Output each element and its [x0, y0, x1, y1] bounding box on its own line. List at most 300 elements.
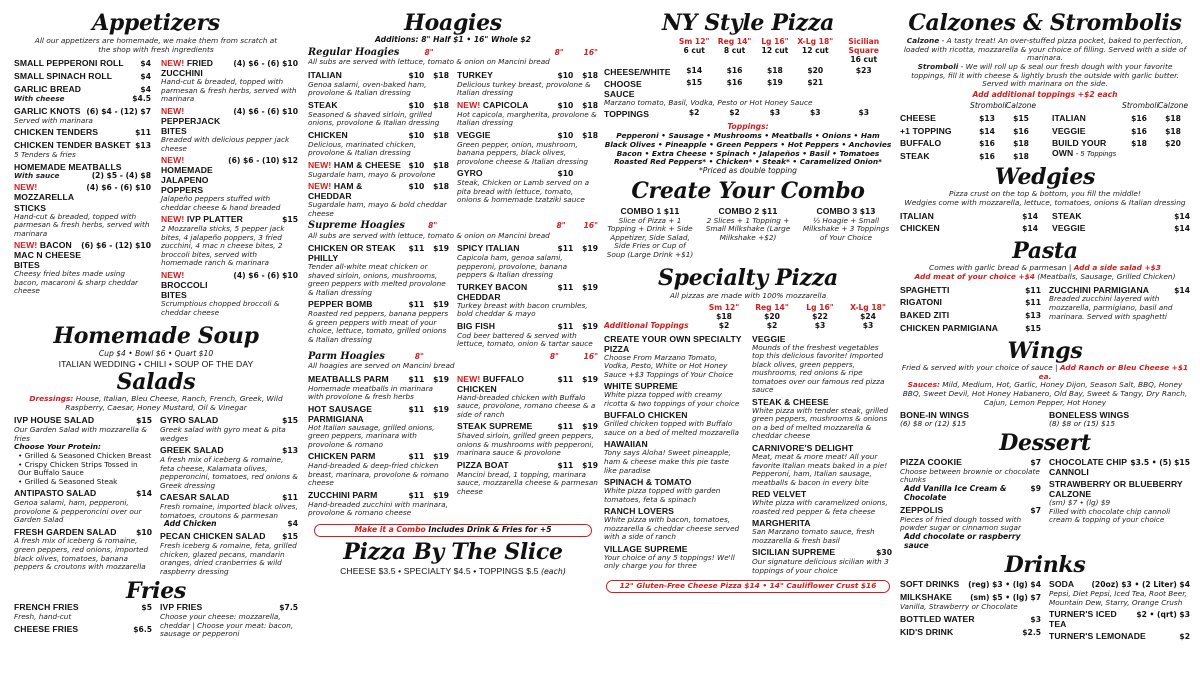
pasta-item — [900, 323, 1041, 334]
item-price: $2 — [1179, 632, 1190, 642]
appetizer-item — [14, 240, 151, 296]
item-desc: Our signature delicious sicilian with 3 toppings of your choice — [752, 557, 889, 575]
item-header — [900, 505, 1041, 516]
item-prices — [408, 406, 449, 415]
column-3 — [604, 4, 892, 673]
price-large: $19 — [433, 490, 449, 500]
appetizer-item — [14, 140, 151, 159]
item-desc: Jalapeño peppers stuffed with cheddar cheese & hand breaded — [161, 194, 281, 212]
hoagie-list-right — [457, 70, 598, 220]
item-header — [900, 223, 1038, 234]
item-name: GARLIC KNOTS — [14, 105, 81, 116]
hoagie-section-header — [308, 220, 598, 231]
specialty-size: Sm 12" — [708, 302, 740, 312]
hoagie-section-title: Regular Hoagies — [308, 46, 400, 58]
item-name: CAPICOLA — [482, 99, 529, 110]
column-2 — [308, 4, 598, 673]
item-name-wrap — [308, 404, 408, 424]
ny-price: $14 — [686, 65, 703, 75]
ny-row-name: CHOOSE SAUCE — [604, 78, 642, 99]
calzone-price-calzone: $18 — [1013, 152, 1029, 162]
item-name-wrap — [14, 58, 124, 68]
salad-list-right — [160, 415, 298, 578]
item-header — [900, 614, 1041, 625]
item-desc: Mancini bread, 1 topping, marinara sauce, mozzarella cheese & parmesan cheese — [457, 469, 598, 496]
item-header — [1049, 609, 1190, 629]
price-small: $10 — [408, 70, 425, 80]
price-large: $18 — [433, 100, 449, 110]
item-price: (6) $6 - (10) $12 — [228, 156, 298, 166]
item-name: BROCCOLI BITES — [161, 280, 208, 301]
appetizer-item — [14, 106, 151, 125]
item-name: CAESAR SALAD — [160, 492, 230, 503]
specialty-item — [604, 334, 744, 380]
item-name-wrap — [308, 299, 373, 309]
ny-price: $16 — [726, 65, 743, 75]
wedgies-grid — [900, 211, 1190, 237]
appetizer-item — [14, 127, 151, 138]
specialty-base-price: $24 — [860, 311, 876, 321]
hoagie-item — [308, 181, 449, 218]
fries-item — [14, 602, 152, 621]
item-desc: Shaved sirloin, grilled green peppers, onions & mushrooms with pepperoni, marinara sauce & provolone — [457, 431, 594, 458]
calzone-col-stromboli: Stromboli — [1122, 100, 1159, 110]
specialty-add-price: $2 — [718, 320, 730, 330]
item-name-wrap — [457, 168, 483, 178]
pasta-intro-b: Add a side salad +$3 — [1073, 263, 1161, 273]
drink-item — [900, 592, 1041, 611]
wings-title: Wings — [1007, 338, 1083, 365]
item-name: GYRO — [457, 168, 483, 179]
appetizers-title: Appetizers — [92, 10, 220, 36]
item-name: BOTTLED WATER — [900, 613, 975, 624]
item-desc: Hand-cut & breaded, topped with parmesan & fresh herbs, served with marinara — [14, 211, 150, 238]
item-name-wrap — [900, 592, 952, 602]
salad-item — [160, 531, 298, 576]
calzone-row — [1052, 126, 1190, 137]
item-desc: Cod beer battered & served with lettuce, tomato, onion & tartar sauce — [457, 330, 593, 349]
ny-size-cut: 6 cut — [683, 45, 705, 55]
item-header — [308, 374, 449, 385]
price-small: $11 — [557, 321, 574, 331]
item-header — [14, 240, 151, 270]
ny-price: $23 — [855, 65, 872, 75]
price-small: $10 — [408, 182, 425, 192]
hoagie-section-note: All hoagies are served on Mancini bread — [308, 361, 455, 371]
wedgie-item — [900, 223, 1038, 234]
salad-item — [14, 527, 152, 572]
item-price: $4 — [140, 85, 151, 95]
item-price: $13 — [135, 141, 151, 151]
salad-item — [160, 415, 298, 443]
salads-title: Salads — [116, 369, 196, 396]
hoagie-section-note: All subs are served with lettuce, tomato & onion on Mancini bread — [308, 230, 550, 240]
price-large: $18 — [433, 160, 449, 170]
calzone-name: STEAK — [900, 151, 930, 162]
pasta-item — [900, 310, 1041, 321]
item-price: $3.5 • (5) $15 — [1130, 458, 1190, 468]
wedgies-intro-2: Wedgies come with mozzarella, lettuce, tomatoes, onions & Italian dressing — [904, 197, 1186, 207]
hoagie-item — [457, 130, 598, 166]
wings-name: BONELESS WINGS — [1049, 410, 1130, 421]
item-name-wrap — [161, 214, 243, 224]
item-desc: Grilled chicken topped with Buffalo sauce on a bed of melted mozzarella — [604, 419, 739, 437]
price-large: $19 — [433, 244, 449, 254]
item-prices — [557, 284, 598, 293]
calzone-price-calzone: $18 — [1165, 113, 1181, 123]
specialty-item — [752, 518, 892, 545]
item-desc: Tony says Aloha! Sweet pineapple, ham & cheese make this pie taste like paradise — [604, 448, 731, 475]
appetizer-item — [161, 155, 298, 212]
cal-corner — [1052, 102, 1122, 111]
calzone-price-stromboli: $16 — [979, 152, 995, 162]
ny-size-label — [795, 38, 835, 65]
combo-price: $11 — [663, 206, 680, 216]
new-badge: NEW! — [14, 182, 38, 193]
item-desc: With cheese — [14, 93, 65, 103]
calzone-price-stromboli: $16 — [979, 139, 995, 149]
item-name: GREEK SALAD — [160, 445, 224, 456]
item-price: $15 — [282, 532, 298, 542]
item-desc: Fresh iceberg & romaine, feta, grilled chicken, glazed pecans, mandarin oranges, dried cranberries & wild raspberry dressing — [160, 541, 297, 576]
appetizer-item — [14, 84, 151, 104]
item-name-wrap — [1052, 211, 1082, 221]
item-name: IVP PLATTER — [186, 214, 243, 225]
item-name-wrap — [752, 547, 835, 557]
toppings-line: Pepperoni • Sausage • Mushrooms • Meatballs • Onions • Ham — [616, 131, 880, 141]
ny-price: $16 — [726, 77, 743, 87]
item-price: $10 — [136, 527, 152, 537]
protein-option: • Grilled & Seasoned Steak — [18, 476, 118, 486]
item-header — [161, 270, 298, 300]
price-large: $19 — [582, 282, 598, 292]
pasta-list-right — [1049, 285, 1190, 337]
new-badge: NEW! — [161, 58, 185, 69]
wings-prices: (6) $8 or (12) $15 — [900, 419, 967, 429]
specialty-base-price: $22 — [812, 311, 828, 321]
calzone-col-calzone: Calzone — [1157, 100, 1189, 110]
item-name: FRIED ZUCCHINI — [161, 58, 214, 79]
item-name: MARGHERITA — [752, 518, 811, 529]
item-price: (20oz) $3 • (2 Liter) $4 — [1091, 580, 1190, 590]
item-name: SOFT DRINKS — [900, 579, 960, 590]
specialty-item — [752, 489, 892, 516]
combo-price: $13 — [859, 206, 876, 216]
ny-price — [835, 79, 892, 99]
fries-title: Fries — [125, 578, 187, 605]
pasta-price: $14 — [1174, 285, 1190, 295]
price-small: $10 — [557, 100, 574, 110]
price-large: $18 — [433, 70, 449, 80]
calzone-name-wrap — [1052, 138, 1122, 158]
pasta-intro-2 — [900, 273, 1190, 282]
item-name-wrap — [1052, 223, 1086, 233]
item-name-wrap — [900, 505, 943, 515]
item-name: SPAGHETTI — [900, 284, 950, 295]
salad-left-items — [14, 488, 152, 571]
item-name-wrap — [457, 282, 557, 302]
item-price: $11 — [1025, 298, 1041, 308]
calzone-row — [1052, 113, 1190, 124]
specialty-item — [752, 443, 892, 487]
item-desc-price: (2) $5 - (4) $8 — [91, 170, 151, 180]
item-price: $14 — [136, 489, 152, 499]
item-header — [457, 374, 598, 394]
item-name-wrap — [308, 243, 408, 263]
item-name: HAM & CHEESE — [333, 159, 401, 170]
item-desc: Choose From Marzano Tomato, Vodka, Pesto, White or Hot Honey Sauce +$3 Toppings of Your Choice — [604, 352, 734, 379]
protein-option: • Crispy Chicken Strips Tossed in Our Buffalo Sauce — [18, 459, 138, 478]
appetizer-item — [161, 58, 298, 104]
hoagies-title: Hoagies — [404, 10, 502, 36]
dessert-extra — [900, 533, 1041, 551]
hoagie-item — [457, 168, 598, 204]
item-prices — [557, 245, 598, 254]
new-badge: NEW! — [308, 159, 332, 170]
item-price: $30 — [876, 548, 892, 558]
calzone-name: CHEESE — [900, 112, 936, 123]
stromboli-desc — [900, 63, 1190, 89]
specialty-add-price: $2 — [766, 320, 778, 330]
calzone-row — [900, 126, 1038, 137]
item-header — [604, 334, 744, 354]
specialty-add-price: $3 — [814, 320, 826, 330]
price-large: $19 — [582, 244, 598, 254]
item-name: TURKEY BACON CHEDDAR — [457, 281, 528, 302]
item-price: $11 — [282, 493, 298, 503]
calzone-name-wrap — [900, 113, 970, 123]
item-price: $4 — [140, 72, 151, 82]
ny-size-header — [604, 38, 892, 65]
dessert-extra-price: $9 — [1030, 483, 1041, 493]
item-desc: White pizza with bacon, tomatoes, mozzarella & cheddar cheese served with a side of ranch — [604, 515, 740, 542]
item-price: (4) $6 - (6) $10 — [233, 107, 298, 116]
price-small: $10 — [408, 160, 425, 170]
stromboli-label: Stromboli — [917, 61, 959, 71]
ny-size-name: Reg 14" — [717, 37, 752, 46]
hoagie-list-right — [457, 243, 598, 351]
dessert-item — [900, 505, 1041, 551]
calzone-add-note: Add additional toppings +$2 each — [972, 89, 1118, 99]
appetizer-item — [14, 71, 151, 82]
item-desc: Cheesy fried bites made using bacon, macaroni & sharp cheddar cheese — [14, 269, 139, 296]
item-price: (sm) $5 • (lg) $7 — [970, 593, 1041, 603]
toppings-list — [604, 132, 892, 167]
ny-row-name: CHEESE/WHITE — [604, 66, 671, 77]
item-header — [14, 71, 151, 82]
item-name-wrap — [900, 310, 949, 320]
soup-prices: Cup $4 • Bowl $6 • Quart $10 — [98, 349, 214, 359]
item-name-wrap — [900, 457, 962, 467]
item-name: BACON MAC N CHEESE BITES — [14, 240, 82, 271]
item-name-wrap — [308, 181, 408, 201]
wedgie-item — [1052, 211, 1190, 222]
hoagie-grid — [308, 70, 598, 220]
item-price: $15 — [1025, 324, 1041, 334]
item-name: WHITE SUPREME — [604, 381, 678, 392]
item-name: CHICKEN — [308, 129, 348, 140]
toppings-line: Roasted Red Peppers* • Chicken* • Steak* • Caramelized Onion* — [613, 157, 883, 167]
combo-list — [604, 206, 892, 260]
item-name-wrap — [308, 100, 338, 110]
drink-item — [1049, 579, 1190, 607]
size-8: 8" — [556, 221, 566, 231]
salad-dressings — [20, 395, 292, 412]
item-price: $7 — [1030, 458, 1041, 468]
ny-size-cut: 8 cut — [723, 45, 746, 55]
price-large: $19 — [433, 374, 449, 384]
specialty-add-price: $3 — [862, 320, 874, 330]
combo-desc: 2 Slices + 1 Topping + Small Milkshake (Large Milkshake +$2) — [705, 215, 791, 242]
dessert-item — [1049, 479, 1190, 525]
item-name-wrap — [14, 488, 96, 498]
item-desc: 5 Tenders & fries — [14, 149, 76, 159]
new-badge: NEW! — [457, 99, 481, 110]
calzone-price-calzone: $18 — [1013, 139, 1029, 149]
appetizer-list-right — [161, 58, 298, 319]
price-small: $10 — [408, 130, 425, 140]
ny-size-name: Sicilian Square — [848, 37, 880, 55]
item-name: SPICY ITALIAN — [457, 243, 520, 254]
item-name-wrap — [308, 451, 375, 461]
item-header — [161, 106, 298, 136]
price-small: $10 — [557, 70, 574, 80]
item-name: TURKEY — [457, 69, 493, 80]
hoagie-item — [308, 404, 449, 450]
combo-name: COMBO 1 — [620, 205, 662, 216]
calzone-price-stromboli: $16 — [1131, 126, 1147, 136]
toppings-line: Bacon • Extra Cheese • Spinach • Jalapeños • Basil • Tomatoes — [616, 148, 880, 158]
item-desc-row — [14, 172, 151, 181]
price-small: $11 — [408, 404, 425, 414]
item-name: CHICKEN PARM — [308, 451, 376, 462]
item-header — [1049, 479, 1190, 499]
slice-title: Pizza By The Slice — [343, 538, 563, 565]
combo-header — [604, 206, 696, 217]
hoagie-item — [308, 70, 449, 98]
specialty-grid — [604, 334, 892, 578]
fries-item — [14, 624, 152, 635]
dessert-item — [900, 457, 1041, 503]
item-price: (4) $6 - (6) $10 — [233, 270, 298, 280]
item-desc: Hot capicola, margherita, provolone & Italian dressing — [457, 109, 597, 128]
toppings-title: Toppings: — [727, 122, 769, 132]
calzone-grid — [900, 102, 1190, 162]
item-desc: Sugardale ham, mayo & provolone — [308, 169, 436, 179]
combo-item — [604, 206, 696, 260]
toppings-line: Black Olives • Pineapple • Green Peppers • Hot Peppers • Anchovies — [604, 139, 892, 149]
item-price: $11 — [1025, 285, 1041, 295]
price-large: $19 — [433, 404, 449, 414]
item-desc: Pieces of fried dough tossed with powder sugar or cinnamon sugar — [900, 514, 1022, 533]
ny-price: $3 — [810, 108, 821, 118]
item-name-wrap — [160, 531, 266, 541]
price-small: $11 — [408, 374, 425, 384]
specialty-item — [604, 506, 744, 542]
wings-intro — [900, 364, 1190, 381]
item-name: CREATE YOUR OWN SPECIALTY PIZZA — [604, 333, 742, 354]
price-large: $19 — [433, 300, 449, 310]
item-name: STEAK SUPREME — [457, 421, 533, 432]
cal-corner — [900, 102, 970, 111]
specialty-size: Reg 14" — [755, 302, 789, 312]
calzone-col-header — [1052, 102, 1190, 111]
item-name: RED VELVET — [752, 489, 807, 500]
calzone-price-calzone: $15 — [1013, 113, 1029, 123]
price-large: $18 — [433, 182, 449, 192]
calzone-price-calzone: $16 — [1013, 126, 1029, 136]
hoagie-item — [457, 421, 598, 457]
combo-desc: ½ Hoagie + Small Milkshake + 3 Toppings of Your Choice — [802, 215, 890, 242]
specialty-item — [752, 547, 892, 575]
item-header — [900, 310, 1041, 321]
size-16: 16" — [583, 47, 598, 57]
specialty-base-price: $18 — [716, 311, 732, 321]
item-desc: Fresh, hand-cut — [14, 612, 72, 622]
specialty-item — [604, 439, 744, 475]
item-name: ZEPPOLIS — [900, 504, 944, 515]
item-desc: White pizza with tender steak, grilled green peppers, mushrooms & onions on a bed of melted mozzarella & cheddar cheese — [752, 405, 889, 441]
dressings-list: House, Italian, Bleu Cheese, Ranch, French, Greek, Wild Raspberry, Caesar, Honey Mustard, Oil & Vinegar — [65, 394, 283, 412]
item-name-wrap — [161, 270, 233, 300]
pasta-grid — [900, 285, 1190, 337]
pasta-item — [900, 297, 1041, 308]
item-name: VEGGIE — [752, 333, 786, 344]
item-price: (4) $6 - (6) $10 — [233, 59, 298, 69]
item-name-wrap — [14, 624, 78, 634]
item-desc: Hand-breaded zucchini with marinara, provolone & romano cheese — [308, 499, 448, 518]
price-small: $11 — [408, 452, 425, 462]
specialty-add-row — [604, 322, 892, 331]
appetizer-item — [14, 58, 151, 69]
size-8: 8" — [424, 47, 434, 57]
price-large: $18 — [582, 70, 598, 80]
item-header — [308, 243, 449, 263]
calzone-name: BUFFALO — [900, 138, 942, 149]
sauces-label: Sauces: — [907, 380, 940, 390]
price-small: $11 — [408, 244, 425, 254]
item-desc: Steak, Chicken or Lamb served on a pita bread with lettuce, tomato, onions & homemade tzatziki sauce — [457, 178, 590, 205]
item-header — [900, 297, 1041, 308]
dessert-extra-label: Add chocolate or raspberry sauce — [904, 531, 1021, 550]
wings-prices: (8) $8 or (15) $15 — [1049, 419, 1116, 429]
item-name-wrap — [1049, 457, 1130, 477]
item-header — [900, 323, 1041, 334]
specialty-list-right — [752, 334, 892, 578]
specialty-item — [752, 334, 892, 395]
item-desc: Sugardale ham, mayo & bold cheddar cheese — [308, 200, 447, 218]
fries-item — [160, 602, 298, 638]
item-header — [14, 58, 151, 69]
ny-price: $3 — [769, 108, 781, 118]
item-name-wrap — [14, 602, 79, 612]
ny-size-name: Sm 12" — [678, 37, 710, 46]
fries-list-right — [160, 602, 298, 640]
new-badge: NEW! — [457, 373, 481, 384]
item-price: $14 — [1022, 211, 1038, 221]
salad-list-left — [14, 415, 152, 578]
item-name: SMALL PEPPERONI ROLL — [14, 58, 124, 69]
item-header — [1049, 457, 1190, 477]
item-header — [1049, 631, 1190, 642]
hoagie-list-right — [457, 374, 598, 520]
dressings-label: Dressings: — [29, 394, 74, 404]
ny-price-table — [604, 38, 892, 119]
item-name-wrap — [900, 223, 940, 233]
item-name-wrap — [900, 323, 998, 333]
appetizer-item — [161, 106, 298, 153]
combo-title: Create Your Combo — [631, 177, 865, 204]
